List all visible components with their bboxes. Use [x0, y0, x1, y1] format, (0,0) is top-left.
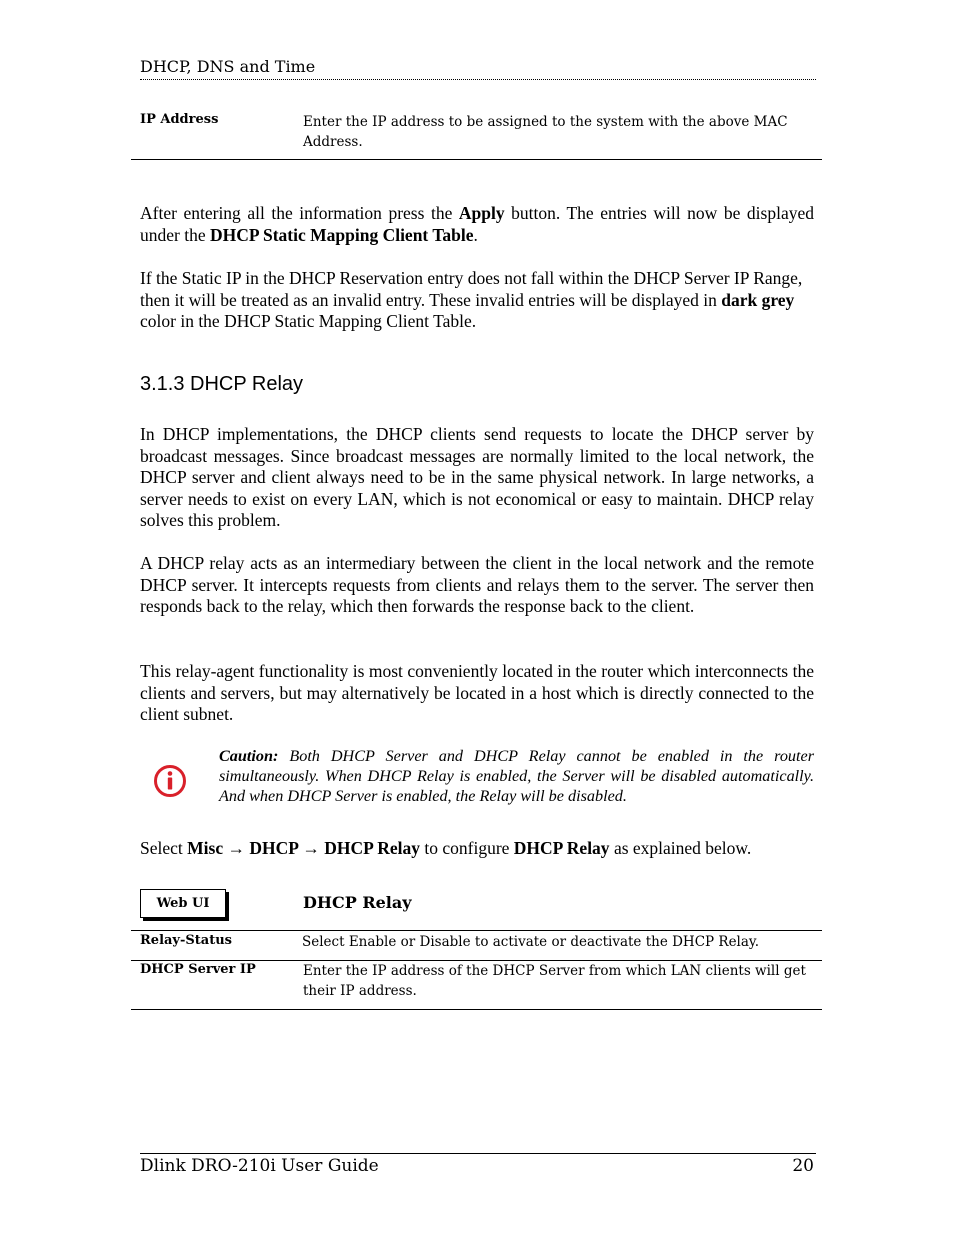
footer-rule [140, 1153, 816, 1154]
info-icon [153, 764, 187, 798]
running-header: DHCP, DNS and Time [140, 57, 316, 76]
relay-status-description: Select Enable or Disable to activate or deactivate the DHCP Relay. [302, 934, 760, 950]
table-rule [131, 159, 822, 160]
ip-address-label: IP Address [140, 112, 219, 127]
navigation-instruction: Select Misc → DHCP → DHCP Relay to configure DHCP Relay as explained below. [140, 838, 752, 858]
caution-label: Caution: [219, 747, 279, 765]
section-heading: 3.1.3 DHCP Relay [140, 373, 304, 395]
paragraph-apply: After entering all the information press the Apply button. The entries will now be displayed under the DHCP Static Mapping Client Table. [140, 203, 814, 245]
table-rule [131, 930, 822, 931]
paragraph-relay: A DHCP relay acts as an intermediary between the client in the local network and the remote DHCP server. It intercepts requests from clients and relays them to the server. The server then responds back to the relay, which then forwards the response back to the client. [140, 553, 814, 617]
web-ui-title: DHCP Relay [303, 893, 412, 912]
footer-guide-title: Dlink DRO-210i User Guide [140, 1156, 379, 1176]
dhcp-server-ip-label: DHCP Server IP [140, 962, 256, 977]
web-ui-badge: Web UI [140, 889, 226, 918]
ip-address-description: Enter the IP address to be assigned to the system with the above MAC Address. [303, 114, 788, 150]
page-number: 20 [792, 1156, 814, 1176]
paragraph-intro: In DHCP implementations, the DHCP clients send requests to locate the DHCP server by broadcast messages. Since broadcast messages are normally limited to the local network, the DHCP server and client always need to be in the same physical network. In large networks, a server needs to exist on every LAN, which is not economical or easy to maintain. DHCP relay solves this problem. [140, 424, 814, 531]
paragraph-agent: This relay-agent functionality is most conveniently located in the router which interconnects the clients and servers, but may alternatively be located in a host which is directly connected to the client subnet. [140, 661, 814, 725]
caution-note: Caution: Both DHCP Server and DHCP Relay cannot be enabled in the router simultaneously. When DHCP Relay is enabled, the Server will be disabled automatically. And when DHCP Server is enabled, the Relay will be disabled. [219, 747, 814, 805]
header-dotted-rule [140, 79, 816, 80]
dhcp-server-ip-description: Enter the IP address of the DHCP Server from which LAN clients will get their IP address. [303, 963, 806, 999]
table-rule [131, 1009, 822, 1010]
relay-status-label: Relay-Status [140, 933, 232, 948]
paragraph-invalid-entry: If the Static IP in the DHCP Reservation entry does not fall within the DHCP Server IP Range, then it will be treated as an invalid entry. These invalid entries will be displayed in dark grey color in the DHCP Static Mapping Client Table. [140, 268, 803, 332]
